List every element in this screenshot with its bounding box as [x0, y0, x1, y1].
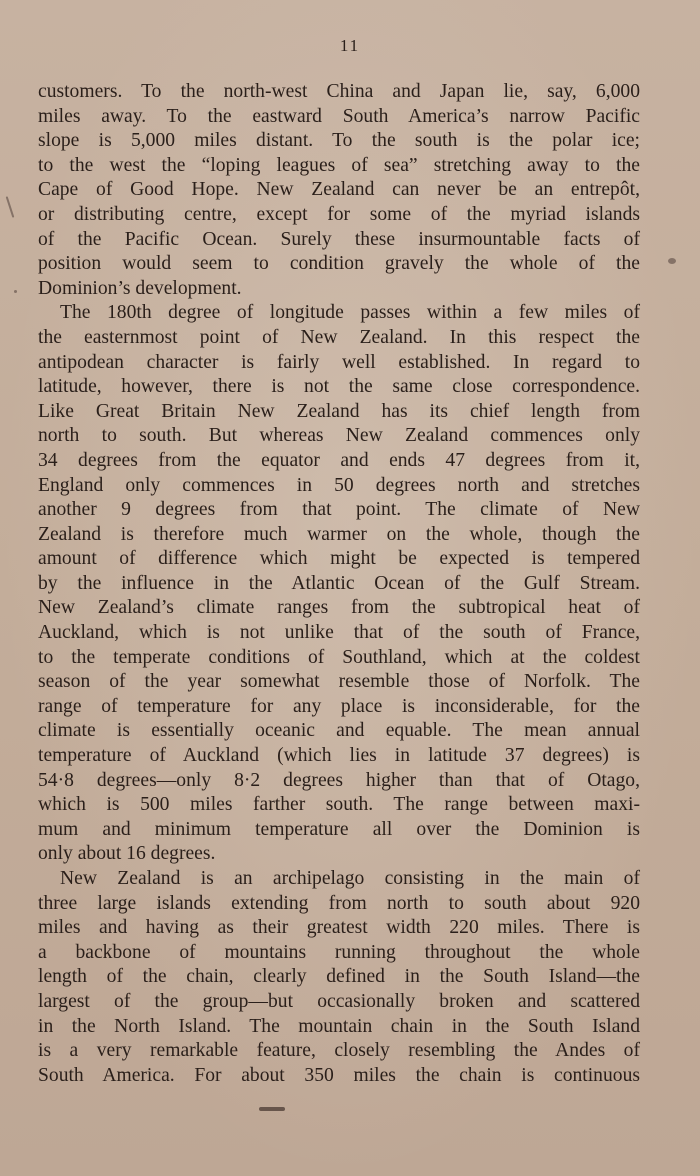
text-line: range of temperature for any place is inconsiderable, for the	[38, 695, 640, 717]
text-line: Cape of Good Hope. New Zealand can never be an entrepôt,	[38, 179, 640, 201]
paper-speck	[668, 258, 676, 264]
text-line: climate is essentially oceanic and equable. The mean annual	[38, 720, 640, 742]
body-text	[38, 80, 640, 1088]
text-line: or distributing centre, except for some of the myriad islands	[38, 203, 640, 225]
text-line: Zealand is therefore much warmer on the whole, though the	[38, 523, 640, 545]
text-line: slope is 5,000 miles distant. To the south is the polar ice;	[38, 130, 640, 152]
text-line: South America. For about 350 miles the chain is continuous	[38, 1064, 640, 1086]
text-line: latitude, however, there is not the same close correspondence.	[38, 376, 640, 398]
text-line: miles and having as their greatest width 220 miles. There is	[38, 917, 640, 939]
text-line: by the influence in the Atlantic Ocean of the Gulf Stream.	[38, 572, 640, 594]
text-line: New Zealand’s climate ranges from the subtropical heat of	[38, 597, 640, 619]
text-line: England only commences in 50 degrees north and stretches	[38, 474, 640, 496]
text-line: in the North Island. The mountain chain in the South Island	[38, 1015, 640, 1037]
text-line: length of the chain, clearly defined in the South Island—the	[38, 966, 640, 988]
text-line: The 180th degree of longitude passes within a few miles of	[60, 302, 640, 324]
text-line: amount of difference which might be expected is tempered	[38, 548, 640, 570]
text-line: miles away. To the eastward South America’s narrow Pacific	[38, 105, 640, 127]
page-number: 11	[339, 36, 361, 55]
text-line: to the west the “loping leagues of sea” stretching away to the	[38, 154, 640, 176]
paper-speck	[6, 196, 15, 218]
text-line: customers. To the north-west China and Japan lie, say, 6,000	[38, 81, 640, 102]
text-line: is a very remarkable feature, closely resembling the Andes of	[38, 1040, 640, 1062]
text-line: Auckland, which is not unlike that of the south of France,	[38, 622, 640, 644]
text-line: season of the year somewhat resemble those of Norfolk. The	[38, 671, 640, 693]
text-line: temperature of Auckland (which lies in latitude 37 degrees) is	[38, 745, 640, 767]
text-line: New Zealand is an archipelago consisting in the main of	[60, 868, 640, 889]
paper-speck	[14, 290, 17, 293]
text-line: 54·8 degrees—only 8·2 degrees higher than that of Otago,	[38, 769, 640, 791]
text-line: Dominion’s development.	[38, 277, 242, 299]
text-line: north to south. But whereas New Zealand commences only	[38, 425, 640, 447]
text-line: largest of the group—but occasionally broken and scattered	[38, 990, 640, 1012]
text-line: of the Pacific Ocean. Surely these insurmountable facts of	[38, 228, 640, 250]
text-line: three large islands extending from north to south about 920	[38, 892, 640, 914]
text-line: mum and minimum temperature all over the Dominion is	[38, 818, 640, 840]
text-line: position would seem to condition gravely the whole of the	[38, 253, 640, 275]
text-line: a backbone of mountains running throughout the whole	[38, 941, 640, 963]
text-line: another 9 degrees from that point. The climate of New	[38, 499, 640, 521]
printer-mark	[259, 1107, 285, 1111]
text-line: Like Great Britain New Zealand has its chief length from	[38, 400, 640, 422]
text-line: the easternmost point of New Zealand. In this respect the	[38, 326, 640, 348]
text-line: which is 500 miles farther south. The range between maxi-	[38, 794, 640, 816]
text-line: antipodean character is fairly well established. In regard to	[38, 351, 640, 373]
text-line: 34 degrees from the equator and ends 47 degrees from it,	[38, 449, 640, 471]
text-line: to the temperate conditions of Southland, which at the coldest	[38, 646, 640, 668]
text-line: only about 16 degrees.	[38, 843, 216, 865]
